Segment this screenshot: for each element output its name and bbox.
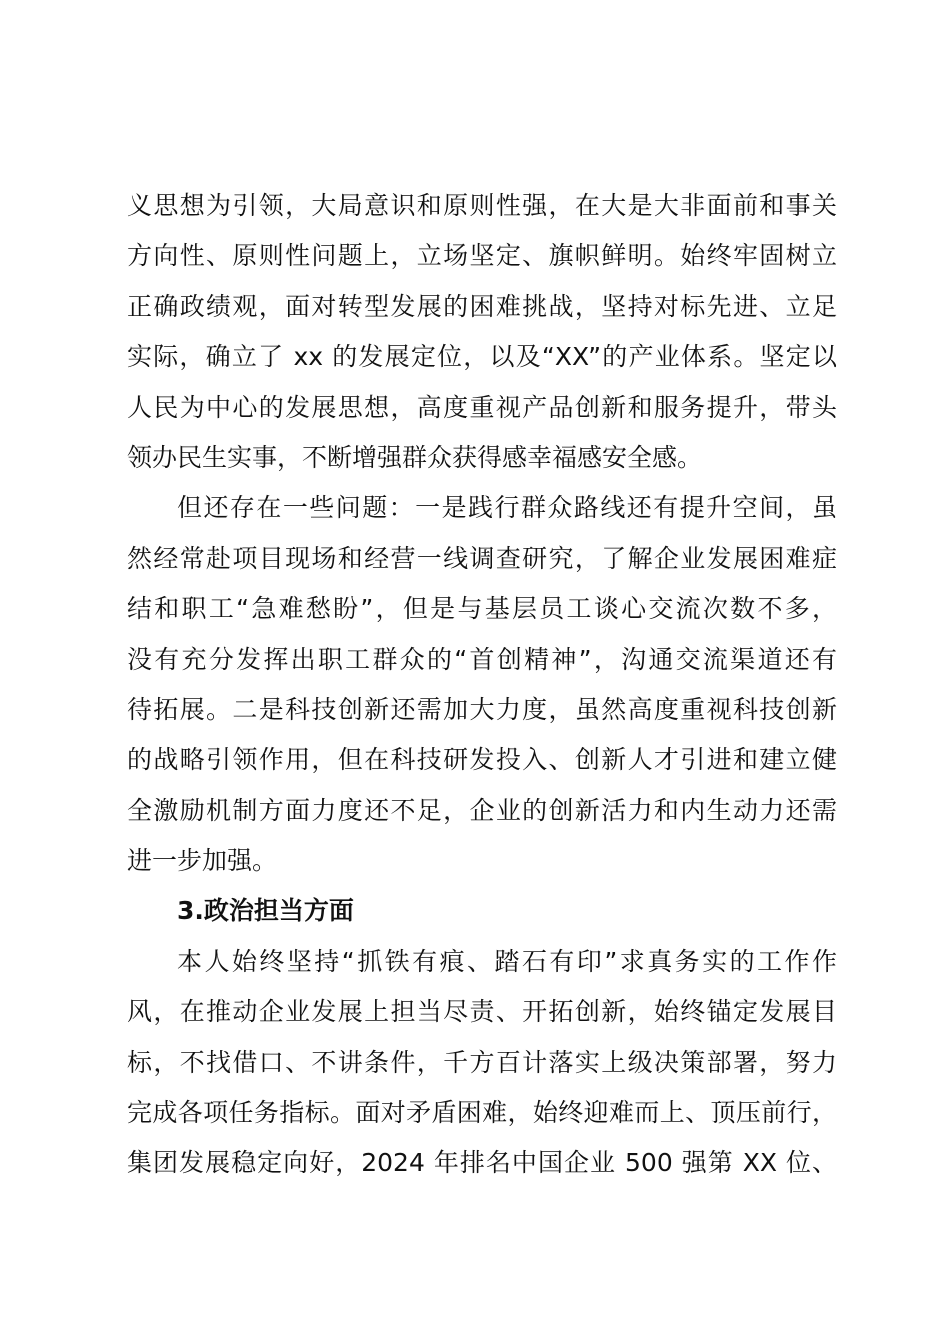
text-line: 但还存在一些问题：一是践行群众路线还有提升空间，虽 <box>177 493 837 523</box>
text-line: 领办民生实事，不断增强群众获得感幸福感安全感。 <box>127 442 703 472</box>
text-line: 待拓展。二是科技创新还需加大力度，虽然高度重视科技创新 <box>127 694 837 724</box>
text-line: 正确政绩观，面对转型发展的困难挑战，坚持对标先进、立足 <box>127 291 837 321</box>
text-line: 没有充分发挥出职工群众的“首创精神”，沟通交流渠道还有 <box>127 644 837 674</box>
document-body <box>127 181 837 1189</box>
text-line: 全激励机制方面力度还不足，企业的创新活力和内生动力还需 <box>127 795 837 825</box>
text-line: 实际，确立了 xx 的发展定位，以及“XX”的产业体系。坚定以 <box>127 342 837 372</box>
text-line: 义思想为引领，大局意识和原则性强，在大是大非面前和事关 <box>127 191 837 220</box>
text-line: 标，不找借口、不讲条件，千方百计落实上级决策部署，努力 <box>127 1047 837 1077</box>
text-line: 完成各项任务指标。面对矛盾困难，始终迎难而上、顶压前行， <box>127 1098 837 1128</box>
text-line: 集团发展稳定向好，2024 年排名中国企业 500 强第 XX 位、 <box>127 1148 837 1178</box>
text-line: 风，在推动企业发展上担当尽责、开拓创新，始终锚定发展目 <box>127 997 837 1027</box>
text-line: 人民为中心的发展思想，高度重视产品创新和服务提升，带头 <box>127 392 837 422</box>
text-line: 然经常赴项目现场和经营一线调查研究，了解企业发展困难症 <box>127 543 837 573</box>
text-line: 本人始终坚持“抓铁有痕、踏石有印”求真务实的工作作 <box>177 946 837 976</box>
text-line: 的战略引领作用，但在科技研发投入、创新人才引进和建立健 <box>127 745 837 775</box>
text-line: 方向性、原则性问题上，立场坚定、旗帜鲜明。始终牢固树立 <box>127 241 837 271</box>
text-line: 进一步加强。 <box>127 846 278 876</box>
section-heading: 3.政治担当方面 <box>177 896 354 926</box>
text-line: 结和职工“急难愁盼”，但是与基层员工谈心交流次数不多， <box>127 594 837 624</box>
